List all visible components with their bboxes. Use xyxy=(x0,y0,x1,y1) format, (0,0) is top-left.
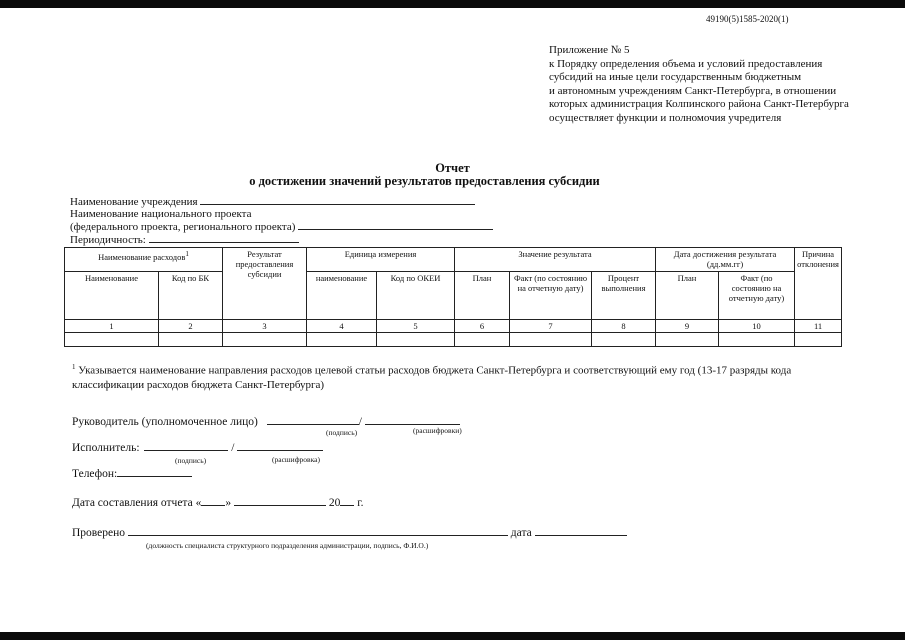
column-number: 3 xyxy=(223,320,307,333)
national-project-label: Наименование национального проекта xyxy=(70,208,252,220)
data-row xyxy=(65,333,842,347)
column-number: 2 xyxy=(159,320,223,333)
appendix-line: субсидий на иные цели государственным бюджетным xyxy=(549,71,802,83)
expense-name-header: Наименование расходов$^1$ xyxy=(65,248,223,272)
footnote xyxy=(72,360,791,392)
date-label: Дата составления отчета « xyxy=(72,497,202,509)
date-plan-header: План xyxy=(656,272,719,320)
decode-caption: (расшифровки) xyxy=(413,426,462,435)
phone-line[interactable] xyxy=(117,467,192,477)
signature-caption: (подпись) xyxy=(326,428,358,437)
institution-field xyxy=(70,195,493,208)
executor-decode-line[interactable] xyxy=(237,441,323,451)
percent-header: Процент выполнения xyxy=(592,272,656,320)
periodicity-field xyxy=(70,233,493,246)
column-number-row xyxy=(65,320,842,333)
footnote-marker: 1 xyxy=(72,363,76,371)
data-cell[interactable] xyxy=(223,333,307,347)
data-cell[interactable] xyxy=(455,333,510,347)
date-fact-header: Факт (по состоянию на отчетную дату) xyxy=(719,272,795,320)
unit-header: Единица измерения xyxy=(307,248,455,272)
year-suffix: г. xyxy=(357,497,364,509)
periodicity-label: Периодичность: xyxy=(70,234,146,246)
slash: / xyxy=(231,442,235,454)
head-signature-row xyxy=(72,415,460,428)
head-decode-line[interactable] xyxy=(365,415,460,425)
footnote-text-continued: классификации расходов бюджета Санкт-Петербурга) xyxy=(72,378,325,391)
footnote-text: Указывается наименование направления расходов целевой статьи расходов бюджета Санкт-Петербурга и соответствующий ему год (13-17 разряды кода xyxy=(78,364,792,377)
data-cell[interactable] xyxy=(592,333,656,347)
date-quote: » xyxy=(225,497,232,509)
data-cell[interactable] xyxy=(719,333,795,347)
checked-row xyxy=(72,526,627,539)
column-number: 7 xyxy=(510,320,592,333)
position-caption: (должность специалиста структурного подразделения администрации, подпись, Ф.И.О.) xyxy=(146,541,429,550)
appendix-line: к Порядку определения объема и условий предоставления xyxy=(549,57,823,70)
document-number: 49190(5)1585-2020(1) xyxy=(706,14,789,24)
institution-label: Наименование учреждения xyxy=(70,196,198,208)
signature-caption: (подпись) xyxy=(175,456,207,465)
periodicity-line[interactable] xyxy=(149,233,299,243)
column-number: 9 xyxy=(656,320,719,333)
okei-code-header: Код по ОКЕИ xyxy=(377,272,455,320)
appendix-line: и автономным учреждениям Санкт-Петербурга, в отношении xyxy=(549,84,837,97)
unit-name-header: наименование xyxy=(307,272,377,320)
name-header: Наименование xyxy=(65,272,159,320)
appendix-line: Приложение № 5 xyxy=(549,44,630,56)
appendix-line: которых администрация Колпинского района Санкт-Петербурга xyxy=(549,98,849,110)
executor-signature-line[interactable] xyxy=(144,441,228,451)
fact-header: Факт (по состоянию на отчетную дату) xyxy=(510,272,592,320)
data-cell[interactable] xyxy=(656,333,719,347)
header-fields xyxy=(70,195,493,246)
column-number: 1 xyxy=(65,320,159,333)
project-type-field xyxy=(70,220,493,233)
year-line[interactable] xyxy=(340,496,354,506)
project-type-label: (федерального проекта, регионального проекта) xyxy=(70,221,296,233)
decode-caption: (расшифровка) xyxy=(272,455,320,464)
data-cell[interactable] xyxy=(377,333,455,347)
phone-row xyxy=(72,467,192,480)
executor-label: Исполнитель: xyxy=(72,442,140,454)
value-header: Значение результата xyxy=(455,248,656,272)
column-number: 11 xyxy=(795,320,842,333)
head-label: Руководитель (уполномоченное лицо) xyxy=(72,416,258,428)
data-cell[interactable] xyxy=(510,333,592,347)
appendix-line: осуществляет функции и полномочия учредителя xyxy=(549,111,782,124)
report-title: Отчет xyxy=(435,161,470,175)
data-cell[interactable] xyxy=(307,333,377,347)
date-header: Дата достижения результата (дд.мм.гг) xyxy=(656,248,795,272)
column-number: 6 xyxy=(455,320,510,333)
report-table xyxy=(64,247,842,347)
head-signature-line[interactable] xyxy=(267,415,359,425)
month-line[interactable] xyxy=(234,496,326,506)
day-line[interactable] xyxy=(201,496,225,506)
data-cell[interactable] xyxy=(65,333,159,347)
report-date-row xyxy=(72,496,364,509)
column-number: 8 xyxy=(592,320,656,333)
bk-code-header: Код по БК xyxy=(159,272,223,320)
executor-signature-row xyxy=(72,441,323,454)
column-number: 5 xyxy=(377,320,455,333)
result-header: Результат предоставления субсидии xyxy=(223,248,307,320)
phone-label: Телефон: xyxy=(72,468,118,480)
national-project-field xyxy=(70,208,493,220)
institution-line[interactable] xyxy=(200,195,475,205)
data-cell[interactable] xyxy=(159,333,223,347)
date-label: дата xyxy=(510,527,532,539)
report-subtitle: о достижении значений результатов предоставления субсидии xyxy=(249,174,600,188)
checked-date-line[interactable] xyxy=(535,526,627,536)
slash: / xyxy=(358,416,362,428)
project-line[interactable] xyxy=(298,220,493,230)
reason-header: Причина отклонения xyxy=(795,248,842,320)
checked-label: Проверено xyxy=(72,527,126,539)
checked-line[interactable] xyxy=(128,526,508,536)
column-number: 4 xyxy=(307,320,377,333)
column-number: 10 xyxy=(719,320,795,333)
year-prefix: 20 xyxy=(328,497,341,509)
plan-header: План xyxy=(455,272,510,320)
data-cell[interactable] xyxy=(795,333,842,347)
appendix-block xyxy=(549,44,849,125)
